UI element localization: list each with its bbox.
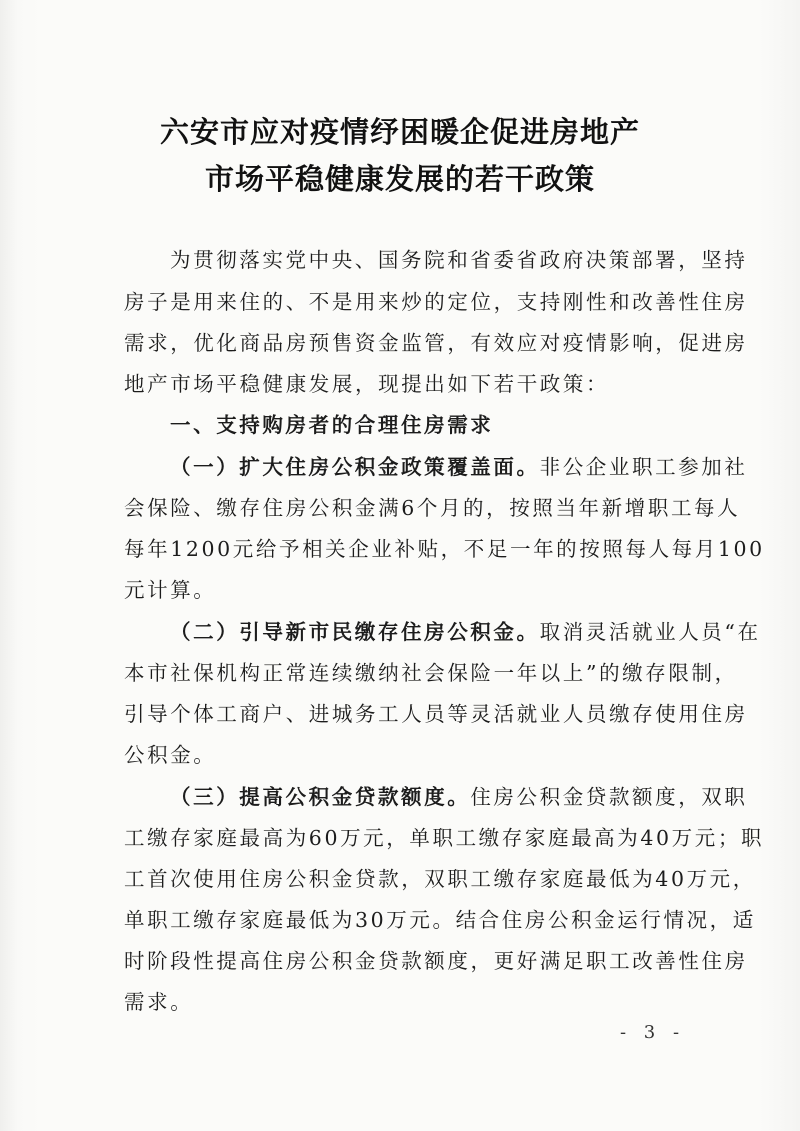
item-3-line-6: 需求。 xyxy=(124,990,194,1014)
item-2-line-1 xyxy=(170,618,761,646)
intro-line-2: 房子是用来住的、不是用来炒的定位，支持刚性和改善性住房 xyxy=(124,290,748,314)
item-3-line-1 xyxy=(170,783,748,811)
item-3-line-4: 单职工缴存家庭最低为30万元。结合住房公积金运行情况，适 xyxy=(124,908,756,932)
item-1-text: 非公企业职工参加社 xyxy=(539,455,748,479)
item-1-line-3: 每年1200元给予相关企业补贴，不足一年的按照每人每月100 xyxy=(124,537,765,561)
item-2-line-3: 引导个体工商户、进城务工人员等灵活就业人员缴存使用住房 xyxy=(124,702,748,726)
page-number: - 3 - xyxy=(620,1022,686,1043)
item-3-text: 住房公积金贷款额度，双职 xyxy=(470,785,748,809)
item-2-line-2: 本市社保机构正常连续缴纳社会保险一年以上”的缴存限制， xyxy=(124,661,738,685)
item-2-text: 取消灵活就业人员“在 xyxy=(539,620,761,644)
item-2-heading: （二）引导新市民缴存住房公积金。 xyxy=(170,620,540,644)
intro-line-1: 为贯彻落实党中央、国务院和省委省政府决策部署，坚持 xyxy=(170,248,748,272)
document-title-line-1: 六安市应对疫情纾困暖企促进房地产 xyxy=(159,115,640,149)
item-1-heading: （一）扩大住房公积金政策覆盖面。 xyxy=(170,455,540,479)
item-1-line-2: 会保险、缴存住房公积金满6个月的，按照当年新增职工每人 xyxy=(124,496,741,520)
item-3-heading: （三）提高公积金贷款额度。 xyxy=(170,785,471,809)
item-2-line-4: 公积金。 xyxy=(124,743,217,767)
document-title-line-2: 市场平稳健康发展的若干政策 xyxy=(204,162,595,196)
item-1-line-4: 元计算。 xyxy=(124,578,217,602)
item-3-line-2: 工缴存家庭最高为60万元，单职工缴存家庭最高为40万元；职 xyxy=(124,826,765,850)
item-3-line-5: 时阶段性提高住房公积金贷款额度，更好满足职工改善性住房 xyxy=(124,949,748,973)
section-heading-1: 一、支持购房者的合理住房需求 xyxy=(170,413,494,437)
item-1-line-1 xyxy=(170,453,748,481)
intro-line-3: 需求，优化商品房预售资金监管，有效应对疫情影响，促进房 xyxy=(124,331,748,355)
intro-line-4: 地产市场平稳健康发展，现提出如下若干政策： xyxy=(124,372,610,396)
item-3-line-3: 工首次使用住房公积金贷款，双职工缴存家庭最低为40万元， xyxy=(124,867,756,891)
